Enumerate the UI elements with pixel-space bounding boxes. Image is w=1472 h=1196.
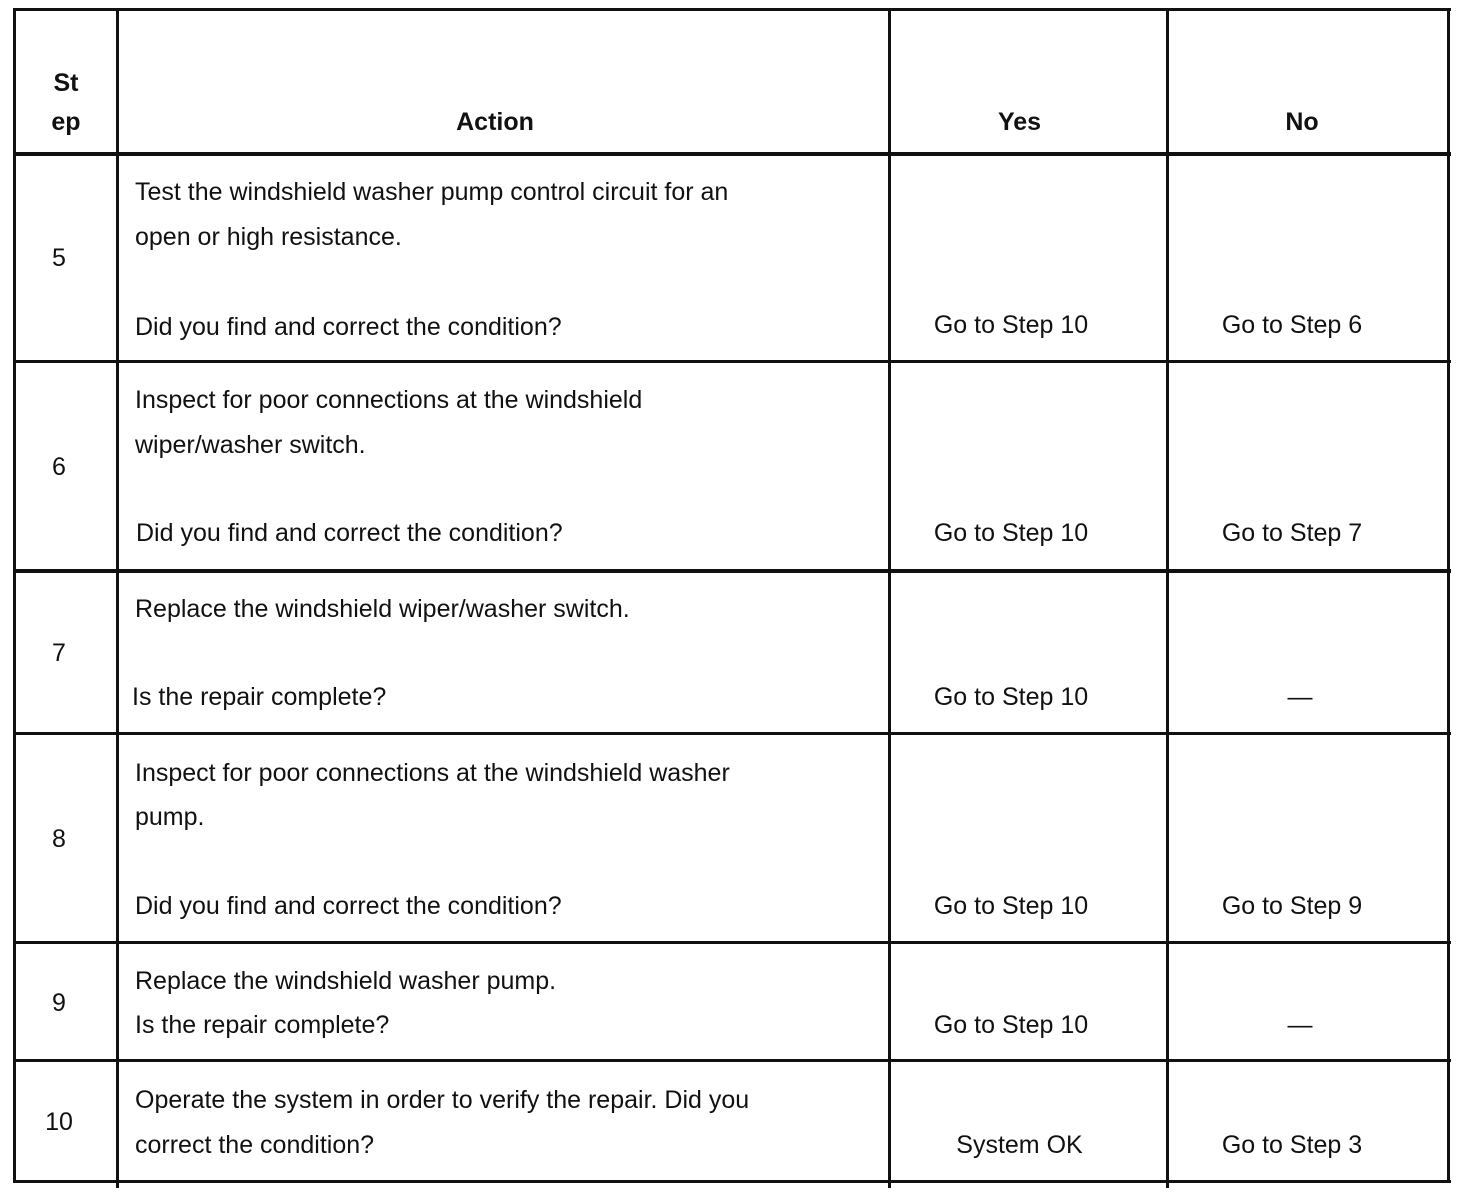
- table-border-top: [14, 8, 1451, 11]
- header-step-line1: St: [53, 69, 79, 97]
- action-text: Operate the system in order to verify the repair. Did you: [135, 1086, 750, 1114]
- yes-result: Go to Step 10: [933, 311, 1089, 339]
- header-yes: Yes: [997, 108, 1042, 136]
- table-border-bottom: [14, 1180, 1451, 1183]
- row-divider: [14, 1059, 1451, 1062]
- row-divider: [14, 941, 1451, 944]
- action-text: Inspect for poor connections at the windshield washer: [135, 759, 730, 787]
- action-question: Did you find and correct the condition?: [136, 519, 563, 547]
- yes-result: Go to Step 10: [933, 1011, 1089, 1039]
- action-question: Did you find and correct the condition?: [135, 892, 562, 920]
- action-text: Inspect for poor connections at the windshield: [135, 386, 643, 414]
- header-action: Action: [456, 108, 534, 136]
- column-divider: [116, 8, 119, 1188]
- yes-result: System OK: [956, 1131, 1083, 1159]
- yes-result: Go to Step 10: [933, 892, 1089, 920]
- yes-result: Go to Step 10: [933, 683, 1089, 711]
- action-text: open or high resistance.: [135, 223, 402, 251]
- yes-result: Go to Step 10: [933, 519, 1089, 547]
- step-number: 7: [52, 639, 66, 667]
- step-number: 5: [52, 244, 66, 272]
- action-question: Is the repair complete?: [132, 683, 387, 711]
- header-step-line2: ep: [51, 108, 81, 136]
- action-text: correct the condition?: [135, 1131, 375, 1159]
- action-question: Did you find and correct the condition?: [135, 313, 562, 341]
- no-result: Go to Step 9: [1221, 892, 1363, 920]
- step-number: 10: [45, 1108, 73, 1136]
- no-result: Go to Step 7: [1221, 519, 1363, 547]
- header-step: [16, 68, 116, 137]
- step-number: 8: [52, 825, 66, 853]
- step-number: 6: [52, 453, 66, 481]
- table-border-right: [1447, 8, 1450, 1183]
- no-result: Go to Step 3: [1221, 1131, 1363, 1159]
- header-divider: [14, 152, 1451, 156]
- no-result: —: [1287, 1011, 1313, 1039]
- action-question: Is the repair complete?: [135, 1011, 390, 1039]
- header-no: No: [1285, 108, 1319, 136]
- step-number: 9: [52, 989, 66, 1017]
- row-divider: [14, 360, 1451, 363]
- action-text: Replace the windshield washer pump.: [135, 967, 557, 995]
- action-text: Replace the windshield wiper/washer switch.: [135, 595, 630, 623]
- no-result: Go to Step 6: [1221, 311, 1363, 339]
- row-divider: [14, 732, 1451, 735]
- row-divider: [14, 569, 1451, 573]
- no-result: —: [1287, 683, 1313, 711]
- action-text: Test the windshield washer pump control circuit for an: [135, 178, 729, 206]
- action-text: pump.: [135, 803, 205, 831]
- action-text: wiper/washer switch.: [135, 431, 366, 459]
